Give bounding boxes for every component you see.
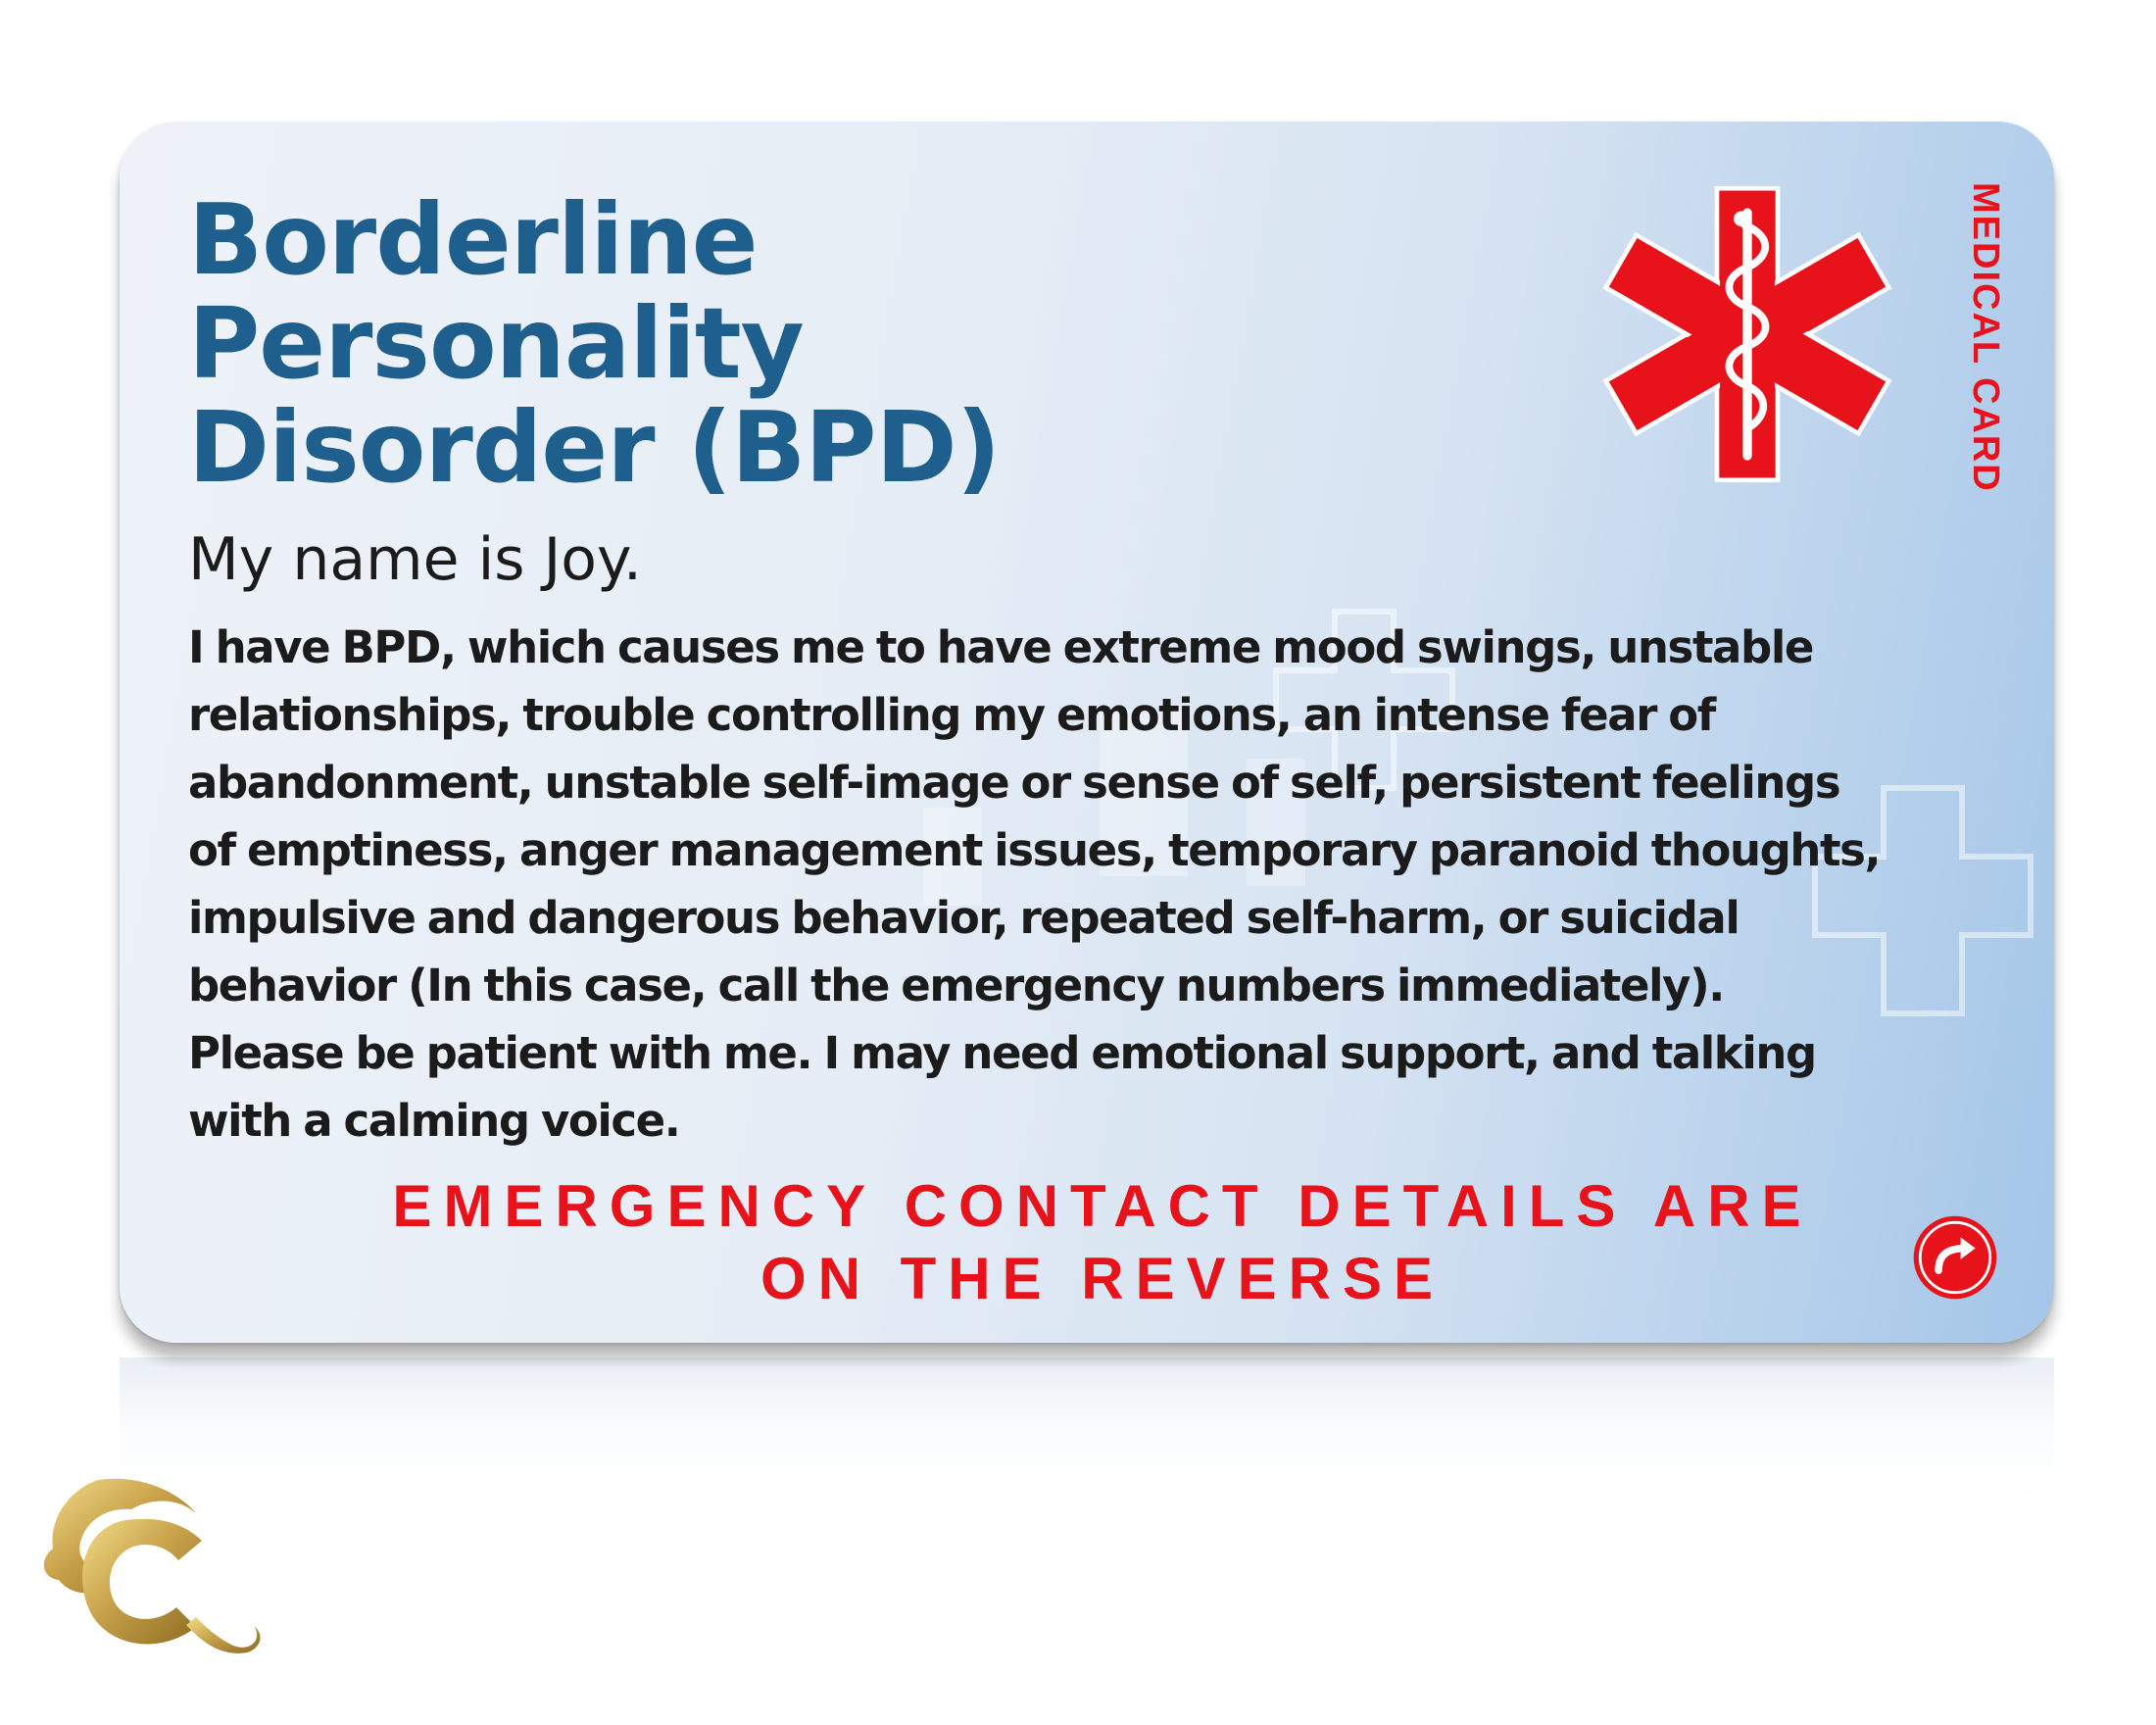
- description-line: Please be patient with me. I may need emotional support, and talking: [188, 1027, 1816, 1079]
- star-of-life-icon: [1595, 182, 1899, 486]
- condition-description: [188, 614, 2011, 1155]
- title-line: Borderline: [188, 182, 758, 297]
- card-reflection: [120, 1357, 2054, 1504]
- medical-card: [120, 122, 2054, 1343]
- flip-arrow-icon[interactable]: [1909, 1211, 2001, 1304]
- medical-card-label: MEDICAL CARD: [1965, 182, 2006, 493]
- card-title: [188, 182, 1001, 505]
- emergency-line: EMERGENCY CONTACT DETAILS ARE: [392, 1173, 1813, 1239]
- title-line: Disorder (BPD): [188, 390, 1001, 505]
- description-line: of emptiness, anger management issues, temporary paranoid thoughts,: [188, 824, 1881, 876]
- description-line: I have BPD, which causes me to have extreme mood swings, unstable: [188, 621, 1813, 673]
- lion-c-logo: [29, 1460, 284, 1696]
- description-line: impulsive and dangerous behavior, repeated self-harm, or suicidal: [188, 892, 1740, 944]
- emergency-line: ON THE REVERSE: [760, 1246, 1446, 1311]
- description-line: behavior (In this case, call the emergency numbers immediately).: [188, 960, 1724, 1011]
- description-line: relationships, trouble controlling my emotions, an intense fear of: [188, 689, 1715, 741]
- title-line: Personality: [188, 286, 804, 401]
- emergency-notice: [120, 1170, 2054, 1315]
- description-line: with a calming voice.: [188, 1095, 680, 1147]
- greeting: My name is Joy.: [188, 525, 643, 594]
- description-line: abandonment, unstable self-image or sense of self, persistent feelings: [188, 757, 1840, 809]
